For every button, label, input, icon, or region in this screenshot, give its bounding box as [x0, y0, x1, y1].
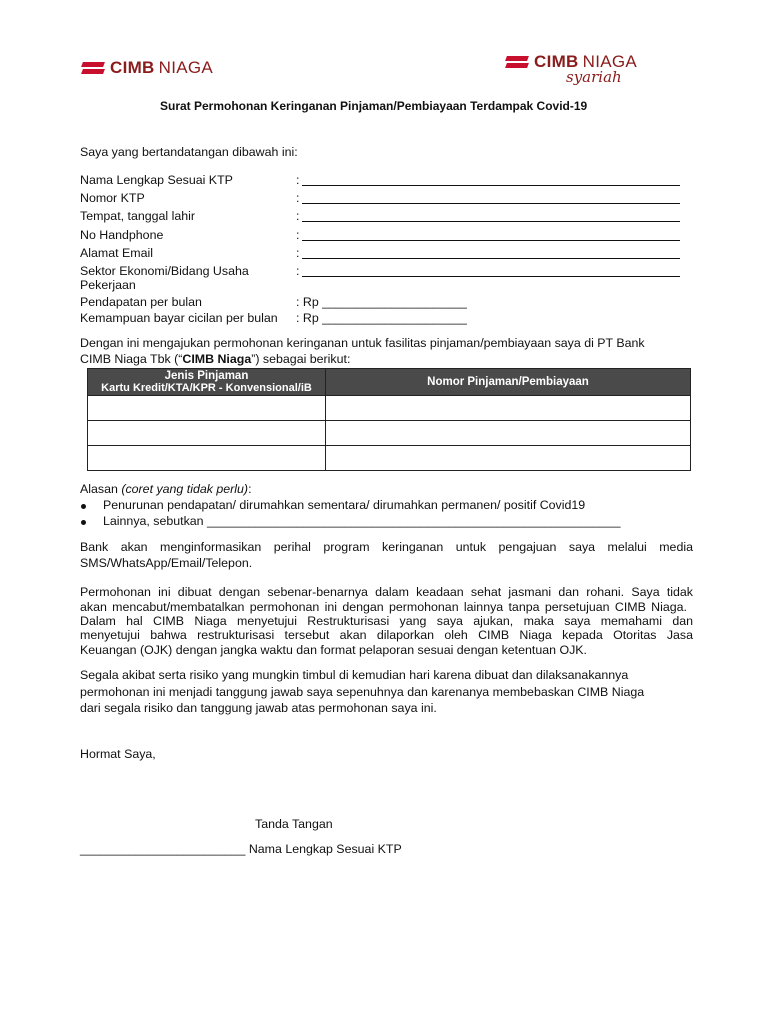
p2-line-2: akan mencabut/membatalkan permohonan ini dengan permohonan lainnya tanpa persetujuan CIMB Niaga. — [80, 600, 687, 614]
table-row — [88, 446, 691, 471]
col-loan-type: Jenis Pinjaman Kartu Kredit/KTA/KPR - Konvensional/iB — [88, 369, 326, 396]
loan-number-cell[interactable] — [326, 446, 691, 471]
reason-item-2[interactable]: Lainnya, sebutkan ____________________________________________________________ — [103, 514, 621, 528]
intro-text: Saya yang bertandatangan dibawah ini: — [80, 145, 298, 159]
cimb-niaga-logo — [82, 58, 213, 78]
p2-line-4: menyetujui bahwa restrukturisasi tersebut akan dilaporkan oleh CIMB Niaga kepada Otoritas Jasa — [80, 628, 693, 642]
bullet-icon — [81, 520, 86, 525]
p3-line-3: dari segala risiko dan tanggung jawab atas permohonan saya ini. — [80, 701, 437, 715]
p3-line-1: Segala akibat serta risiko yang mungkin timbul di kemudian hari karena dibuat dan dilaksanakannya — [80, 668, 629, 682]
reason-item-1[interactable]: Penurunan pendapatan/ dirumahkan sementara/ dirumahkan permanen/ positif Covid19 — [103, 498, 586, 512]
field-separator: : — [296, 191, 300, 205]
loan-number-cell[interactable] — [326, 421, 691, 446]
field-label-economic-sector: Sektor Ekonomi/Bidang Usaha — [80, 264, 249, 278]
signature-label: Tanda Tangan — [255, 817, 333, 831]
field-separator: : — [296, 246, 300, 260]
loan-type-cell[interactable] — [88, 421, 326, 446]
installment-capacity-rp-line[interactable]: : Rp _____________________ — [296, 311, 467, 325]
loan-type-cell[interactable] — [88, 396, 326, 421]
table-row — [88, 396, 691, 421]
salutation: Hormat Saya, — [80, 747, 156, 761]
p2-line-3: Dalam hal CIMB Niaga menyetujui Restrukturisasi yang saya ajukan, maka saya memahami dan — [80, 614, 693, 628]
table-row — [88, 421, 691, 446]
economic-sector-line[interactable] — [302, 276, 680, 277]
field-label-ktp-number: Nomor KTP — [80, 191, 145, 205]
cimb-niaga-bold: CIMB Niaga — [182, 352, 252, 366]
field-separator: : — [296, 228, 300, 242]
handphone-line[interactable] — [302, 240, 680, 241]
email-line[interactable] — [302, 258, 680, 259]
loan-type-cell[interactable] — [88, 446, 326, 471]
field-separator: : — [296, 264, 300, 278]
full-name-line[interactable] — [302, 185, 680, 186]
document-title: Surat Permohonan Keringanan Pinjaman/Pembiayaan Terdampak Covid-19 — [160, 99, 588, 113]
request-line-2: CIMB Niaga Tbk (“CIMB Niaga”) sebagai berikut: — [80, 352, 351, 366]
p3-line-2: permohonan ini menjadi tanggung jawab saya sepenuhnya dan karenanya membebaskan CIMB Niaga — [80, 685, 645, 699]
p2-line-5: Keuangan (OJK) dengan jangka waktu dan format pelaporan sesuai dengan ketentuan OJK. — [80, 643, 587, 657]
request-line-1: Dengan ini mengajukan permohonan keringanan untuk fasilitas pinjaman/pembiayaan saya di PT Bank — [80, 336, 645, 350]
birth-place-date-line[interactable] — [302, 221, 680, 222]
table-header-row — [88, 369, 691, 396]
col-loan-number: Nomor Pinjaman/Pembiayaan — [326, 369, 691, 396]
cimb-logo-icon — [82, 60, 104, 76]
loan-number-cell[interactable] — [326, 396, 691, 421]
logo-brand: CIMB NIAGA — [110, 58, 214, 77]
signature-name-line[interactable]: ________________________ Nama Lengkap Sesuai KTP — [80, 842, 402, 856]
monthly-income-rp-line[interactable]: : Rp _____________________ — [296, 295, 467, 309]
field-label-occupation: Pekerjaan — [80, 278, 136, 292]
field-label-birth-place-date: Tempat, tanggal lahir — [80, 209, 196, 223]
reasons-label: Alasan (coret yang tidak perlu): — [80, 482, 252, 496]
p2-line-1: Permohonan ini dibuat dengan sebenar-benarnya dalam keadaan sehat jasmani dan rohani. Saya tidak — [80, 585, 693, 599]
field-label-full-name: Nama Lengkap Sesuai KTP — [80, 173, 233, 187]
ktp-number-line[interactable] — [302, 203, 680, 204]
field-separator: : — [296, 209, 300, 223]
logo-brand: CIMB NIAGA — [534, 52, 638, 71]
loan-table — [87, 368, 691, 471]
p1-line-1: Bank akan menginformasikan perihal program keringanan untuk pengajuan saya melalui media — [80, 540, 693, 554]
field-label-installment-capacity: Kemampuan bayar cicilan per bulan — [80, 311, 278, 325]
field-label-monthly-income: Pendapatan per bulan — [80, 295, 202, 309]
field-label-email: Alamat Email — [80, 246, 153, 260]
p1-line-2: SMS/WhatsApp/Email/Telepon. — [80, 556, 253, 570]
syariah-script: syariah — [566, 68, 622, 86]
bullet-icon — [81, 504, 86, 509]
field-separator: : — [296, 173, 300, 187]
cimb-logo-icon — [506, 54, 528, 70]
field-label-handphone: No Handphone — [80, 228, 164, 242]
